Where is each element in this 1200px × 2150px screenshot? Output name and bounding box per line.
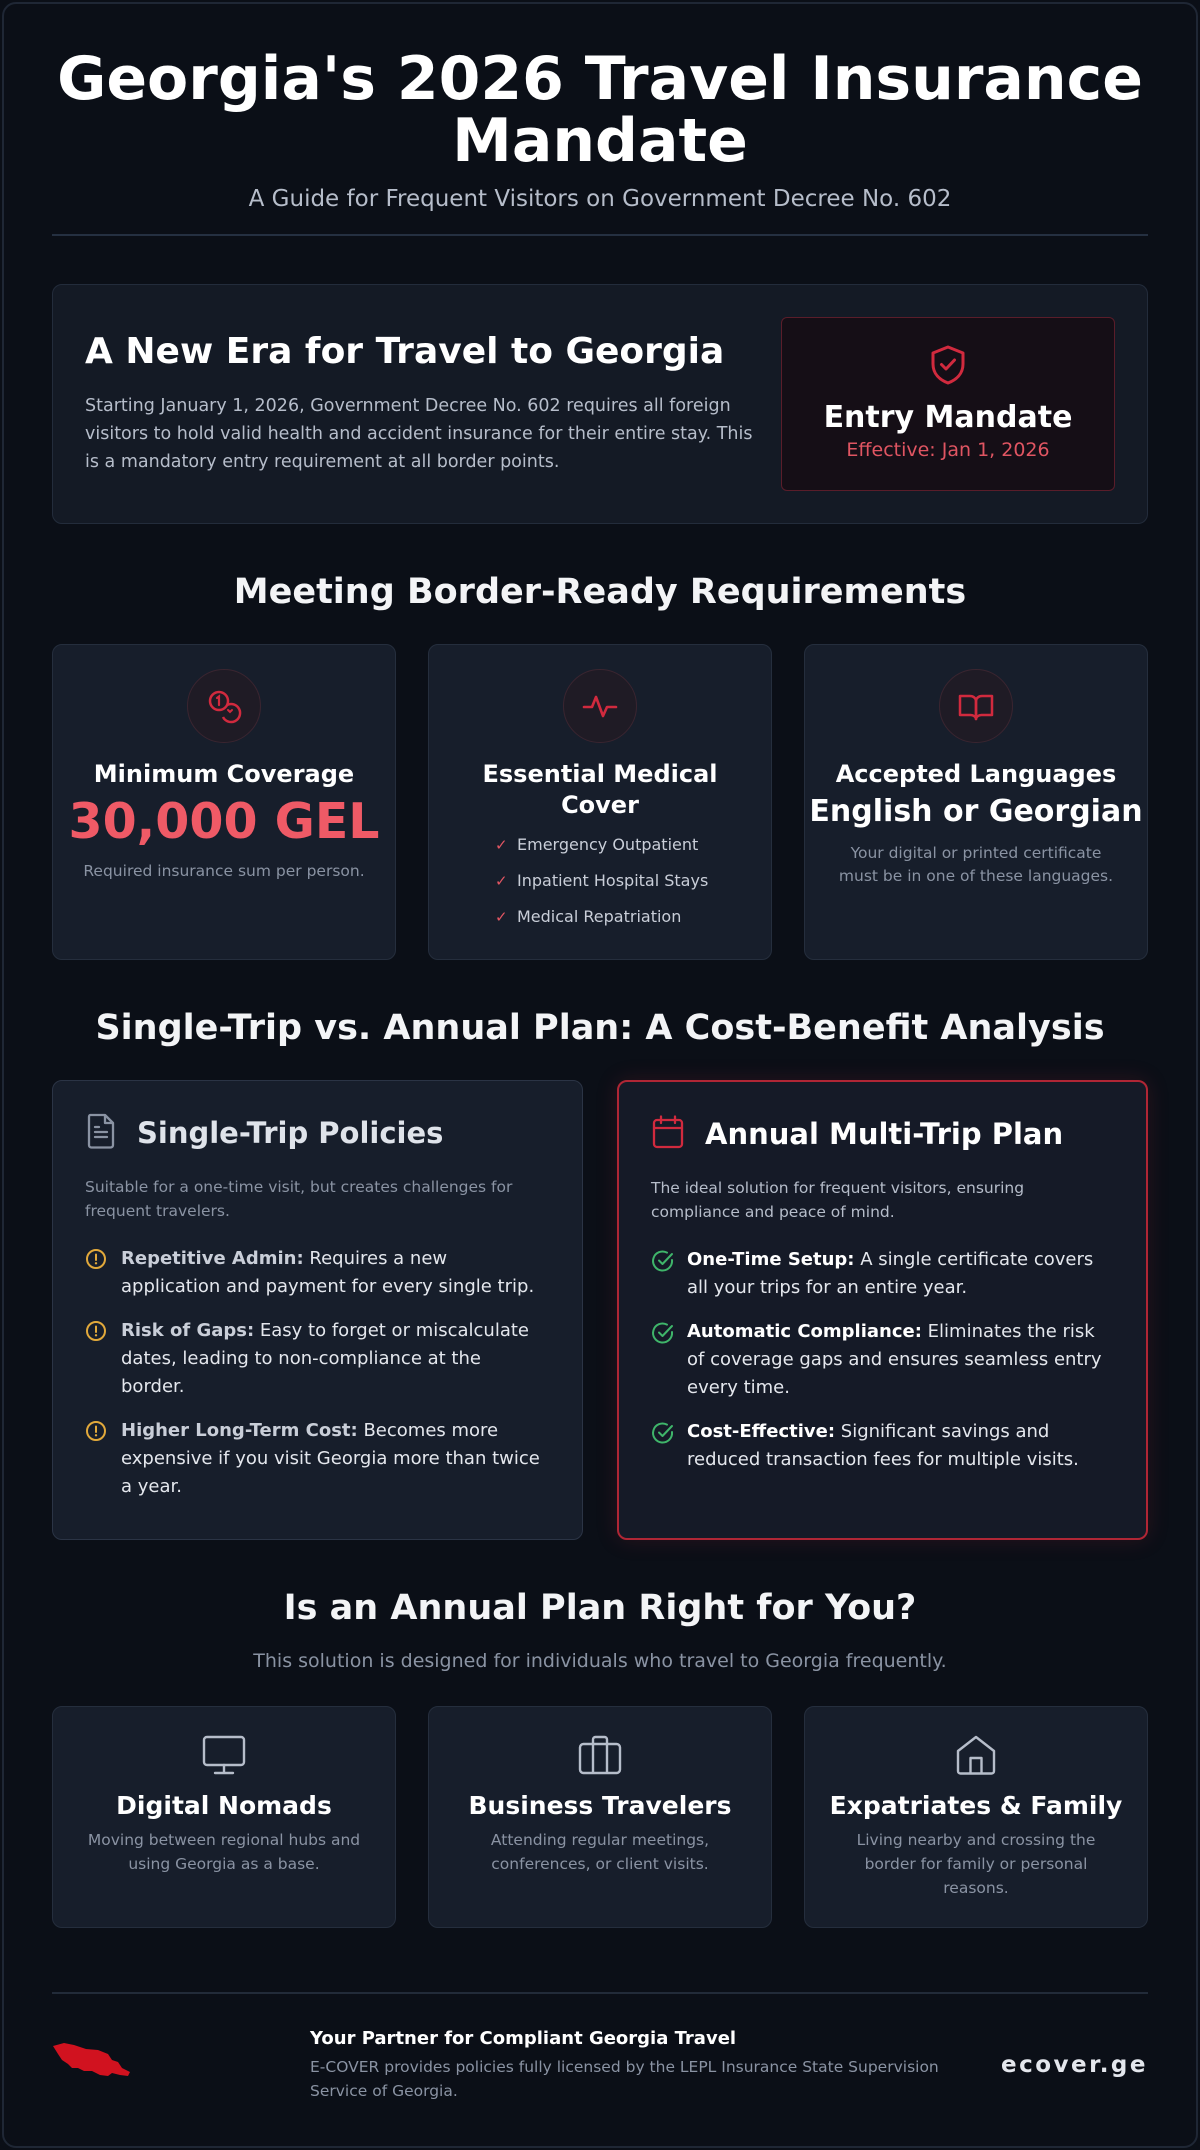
- audience-name: Digital Nomads: [116, 1791, 332, 1820]
- accepted-languages-card: [804, 644, 1148, 960]
- single-trip-list: [85, 1245, 550, 1501]
- medical-item-label: Inpatient Hospital Stays: [517, 871, 709, 890]
- entry-mandate-box: [781, 317, 1115, 491]
- audience-card-digital-nomads: [52, 1706, 396, 1928]
- briefcase-icon: [429, 1733, 771, 1777]
- brand-link[interactable]: ecover.ge: [1001, 2052, 1148, 2078]
- annual-plan-card: [617, 1080, 1148, 1540]
- languages-value: English or Georgian: [809, 794, 1143, 829]
- requirements-title: Meeting Border-Ready Requirements: [233, 572, 967, 612]
- page-title: Georgia's 2026 Travel Insurance Mandate: [57, 44, 1143, 176]
- check-icon: ✓: [495, 872, 508, 890]
- list-item-text: [121, 1245, 550, 1301]
- check-icon: ✓: [495, 836, 508, 854]
- audience-subtitle: This solution is designed for individuals who travel to Georgia frequently.: [253, 1650, 947, 1672]
- warning-icon: [85, 1417, 121, 1446]
- item-text: Easy to forget or miscalculate dates, leading to non-compliance at the border.: [121, 1320, 529, 1397]
- list-item: [651, 1246, 1114, 1302]
- shield-check-icon: [782, 344, 1114, 390]
- list-item-text: [687, 1246, 1114, 1302]
- list-item: [495, 905, 771, 941]
- list-item-text: [687, 1318, 1114, 1402]
- item-text: A single certificate covers all your trips for an entire year.: [687, 1249, 1094, 1298]
- list-item: [85, 1317, 550, 1401]
- comparison-grid: [52, 1080, 1148, 1540]
- single-trip-header: [85, 1113, 550, 1153]
- languages-name: Accepted Languages: [835, 760, 1117, 788]
- header-divider: [52, 234, 1148, 236]
- list-item: [85, 1417, 550, 1501]
- medical-item-label: Emergency Outpatient: [517, 835, 699, 854]
- list-item: [495, 833, 771, 869]
- document-icon: [85, 1112, 117, 1154]
- list-item-text: [121, 1317, 550, 1401]
- calendar-icon: [651, 1114, 685, 1154]
- item-label: Higher Long-Term Cost:: [121, 1420, 358, 1441]
- mandate-date: Effective: Jan 1, 2026: [846, 439, 1050, 461]
- list-item-text: [121, 1417, 550, 1501]
- book-icon: [939, 669, 1013, 743]
- item-text: Requires a new application and payment for every single trip.: [121, 1248, 535, 1297]
- check-icon: ✓: [495, 908, 508, 926]
- page-header: [52, 0, 1148, 236]
- audience-grid: [52, 1706, 1148, 1928]
- item-label: Automatic Compliance:: [687, 1321, 922, 1342]
- item-text: Becomes more expensive if you visit Georgia more than twice a year.: [121, 1420, 540, 1497]
- item-label: Repetitive Admin:: [121, 1248, 304, 1269]
- coverage-amount: 30,000 GEL: [68, 793, 380, 850]
- list-item: [85, 1245, 550, 1301]
- annual-plan-header: [651, 1114, 1114, 1154]
- audience-name: Expatriates & Family: [829, 1791, 1123, 1820]
- item-text: Eliminates the risk of coverage gaps and ensures seamless entry every time.: [687, 1321, 1102, 1398]
- single-trip-description: Suitable for a one-time visit, but creates challenges for frequent travelers.: [85, 1178, 513, 1220]
- coverage-note: Required insurance sum per person.: [83, 862, 365, 880]
- hero-description: Starting January 1, 2026, Government Decree No. 602 requires all foreign visitors to hold valid health and accident insurance for their entire stay. This is a mandatory entry requirement at all border points.: [85, 396, 753, 472]
- coins-icon: [187, 669, 261, 743]
- check-circle-icon: [651, 1418, 687, 1449]
- page-subtitle: A Guide for Frequent Visitors on Government Decree No. 602: [248, 186, 952, 212]
- heartbeat-icon: [563, 669, 637, 743]
- annual-plan-title: Annual Multi-Trip Plan: [705, 1117, 1064, 1151]
- audience-card-expatriates: [804, 1706, 1148, 1928]
- warning-icon: [85, 1317, 121, 1346]
- medical-cover-card: [428, 644, 772, 960]
- hero-card: [52, 284, 1148, 524]
- check-circle-icon: [651, 1246, 687, 1277]
- page-content: [52, 0, 1148, 2104]
- home-icon: [805, 1733, 1147, 1777]
- mandate-title: Entry Mandate: [823, 400, 1073, 435]
- footer-text: [310, 2028, 990, 2103]
- audience-title: Is an Annual Plan Right for You?: [283, 1588, 917, 1628]
- item-text: Significant savings and reduced transaction fees for multiple visits.: [687, 1421, 1079, 1470]
- check-circle-icon: [651, 1318, 687, 1349]
- audience-description: Attending regular meetings, conferences, or client visits.: [490, 1831, 710, 1873]
- audience-name: Business Travelers: [468, 1791, 732, 1820]
- requirements-grid: [52, 644, 1148, 960]
- hero-title: A New Era for Travel to Georgia: [85, 331, 725, 372]
- annual-plan-description: The ideal solution for frequent visitors, ensuring compliance and peace of mind.: [651, 1179, 1025, 1221]
- medical-item-label: Medical Repatriation: [517, 907, 682, 926]
- comparison-title: Single-Trip vs. Annual Plan: A Cost-Benefit Analysis: [95, 1008, 1105, 1048]
- list-item-text: [687, 1418, 1114, 1474]
- list-item: [651, 1318, 1114, 1402]
- single-trip-card: [52, 1080, 583, 1540]
- single-trip-title: Single-Trip Policies: [137, 1116, 444, 1150]
- list-item: [651, 1418, 1114, 1474]
- minimum-coverage-card: [52, 644, 396, 960]
- languages-note: Your digital or printed certificate must be in one of these languages.: [838, 844, 1114, 885]
- footer-title: Your Partner for Compliant Georgia Travel: [310, 2028, 737, 2049]
- annual-plan-list: [651, 1246, 1114, 1474]
- warning-icon: [85, 1245, 121, 1274]
- audience-description: Moving between regional hubs and using Georgia as a base.: [87, 1831, 361, 1873]
- page-footer: [52, 1994, 1148, 2104]
- audience-description: Living nearby and crossing the border for family or personal reasons.: [856, 1831, 1096, 1897]
- item-label: One-Time Setup:: [687, 1249, 855, 1270]
- medical-name: Essential Medical Cover: [482, 760, 718, 819]
- coverage-name: Minimum Coverage: [93, 760, 355, 788]
- hero-text: [85, 331, 765, 476]
- footer-description: E-COVER provides policies fully licensed by the LEPL Insurance State Supervision Service of Georgia.: [310, 2058, 939, 2100]
- georgia-map-icon: [52, 2040, 282, 2086]
- audience-card-business-travelers: [428, 1706, 772, 1928]
- list-item: [495, 869, 771, 905]
- item-label: Cost-Effective:: [687, 1421, 836, 1442]
- monitor-icon: [53, 1733, 395, 1777]
- item-label: Risk of Gaps:: [121, 1320, 255, 1341]
- medical-list: [495, 833, 771, 941]
